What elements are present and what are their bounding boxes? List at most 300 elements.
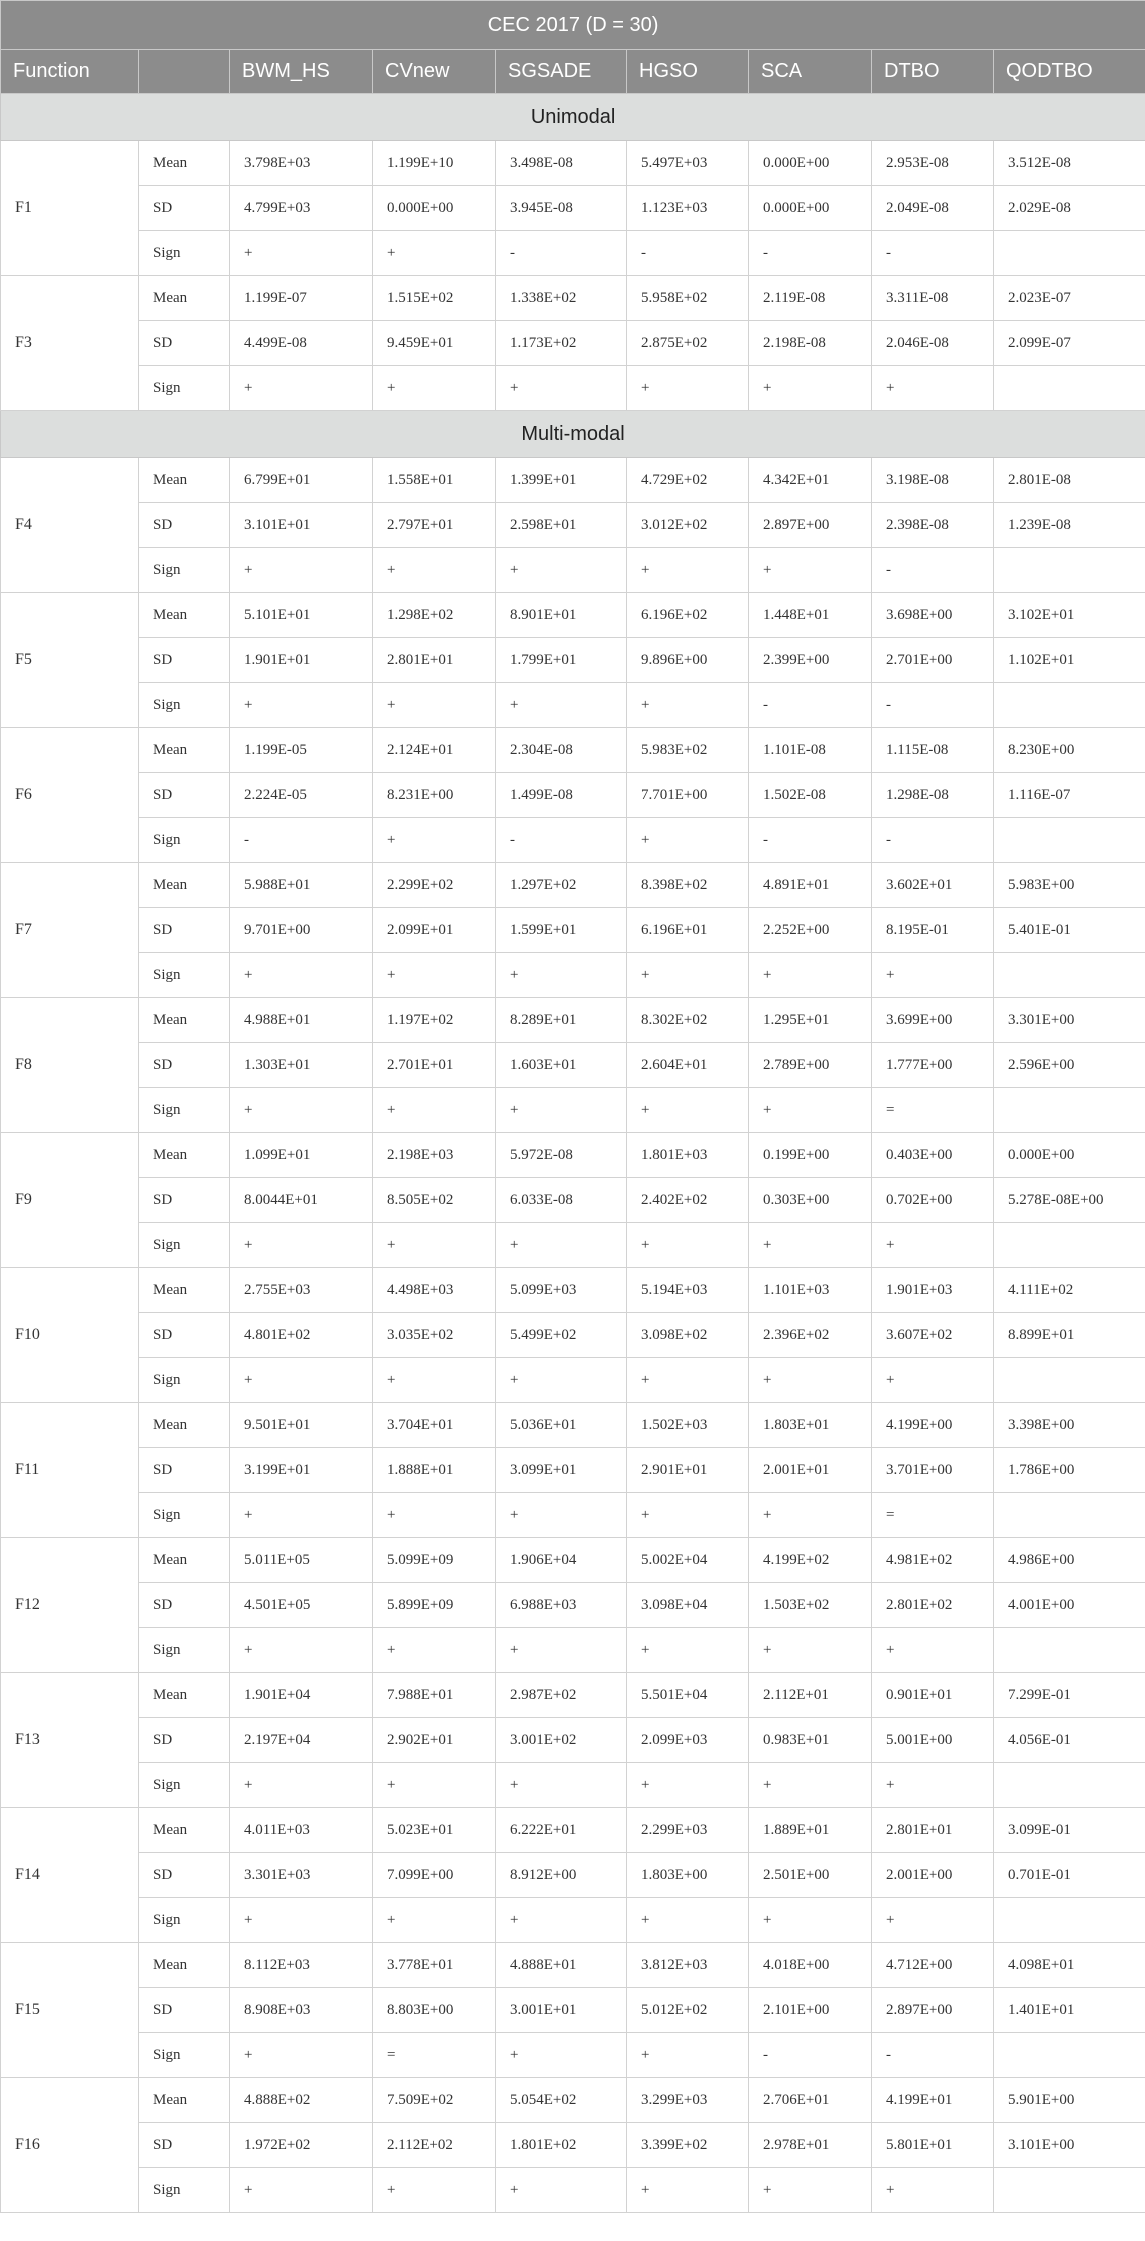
value-cell: 3.101E+00: [994, 2123, 1145, 2168]
statistic-label: Mean: [139, 863, 230, 908]
value-cell: +: [872, 1898, 994, 1943]
table-row: [1, 1043, 1145, 1088]
value-cell: 4.111E+02: [994, 1268, 1145, 1313]
value-cell: 3.099E+01: [496, 1448, 627, 1493]
value-cell: -: [872, 548, 994, 593]
value-cell: 5.099E+09: [373, 1538, 496, 1583]
value-cell: +: [749, 1223, 872, 1268]
value-cell: +: [749, 1898, 872, 1943]
value-cell: 3.012E+02: [627, 503, 749, 548]
value-cell: +: [373, 953, 496, 998]
header-sgsade: SGSADE: [496, 50, 627, 94]
value-cell: 2.049E-08: [872, 186, 994, 231]
value-cell: +: [373, 548, 496, 593]
value-cell: 4.801E+02: [230, 1313, 373, 1358]
table-row: [1, 638, 1145, 683]
value-cell: 4.199E+01: [872, 2078, 994, 2123]
value-cell: +: [749, 366, 872, 411]
header-function: Function: [1, 50, 139, 94]
value-cell: 2.402E+02: [627, 1178, 749, 1223]
value-cell: 1.803E+00: [627, 1853, 749, 1898]
value-cell: 5.002E+04: [627, 1538, 749, 1583]
value-cell: 8.195E-01: [872, 908, 994, 953]
value-cell: 3.698E+00: [872, 593, 994, 638]
value-cell: 2.897E+00: [872, 1988, 994, 2033]
value-cell: 5.036E+01: [496, 1403, 627, 1448]
value-cell: +: [496, 953, 627, 998]
function-name: F6: [1, 728, 139, 863]
value-cell: 9.501E+01: [230, 1403, 373, 1448]
value-cell: 3.301E+00: [994, 998, 1145, 1043]
value-cell: 1.199E+10: [373, 141, 496, 186]
value-cell: [994, 2168, 1145, 2213]
header-hgso: HGSO: [627, 50, 749, 94]
value-cell: 1.603E+01: [496, 1043, 627, 1088]
value-cell: +: [230, 683, 373, 728]
value-cell: [994, 683, 1145, 728]
value-cell: -: [496, 818, 627, 863]
value-cell: 1.801E+02: [496, 2123, 627, 2168]
value-cell: 4.499E-08: [230, 321, 373, 366]
table-title-row: [1, 1, 1145, 50]
value-cell: 4.712E+00: [872, 1943, 994, 1988]
table-row: [1, 953, 1145, 998]
value-cell: +: [230, 1763, 373, 1808]
value-cell: 2.304E-08: [496, 728, 627, 773]
value-cell: 1.297E+02: [496, 863, 627, 908]
value-cell: 0.701E-01: [994, 1853, 1145, 1898]
table-row: [1, 818, 1145, 863]
value-cell: +: [872, 366, 994, 411]
value-cell: 1.102E+01: [994, 638, 1145, 683]
value-cell: +: [496, 1223, 627, 1268]
value-cell: 1.906E+04: [496, 1538, 627, 1583]
value-cell: +: [230, 1628, 373, 1673]
function-name: F15: [1, 1943, 139, 2078]
value-cell: 2.023E-07: [994, 276, 1145, 321]
statistic-label: Sign: [139, 1628, 230, 1673]
value-cell: +: [627, 1358, 749, 1403]
value-cell: 6.222E+01: [496, 1808, 627, 1853]
value-cell: 2.978E+01: [749, 2123, 872, 2168]
value-cell: 7.509E+02: [373, 2078, 496, 2123]
value-cell: 2.198E-08: [749, 321, 872, 366]
value-cell: 8.505E+02: [373, 1178, 496, 1223]
statistic-label: Mean: [139, 141, 230, 186]
table-row: [1, 1943, 1145, 1988]
value-cell: 5.278E-08E+00: [994, 1178, 1145, 1223]
table-row: [1, 908, 1145, 953]
value-cell: 1.448E+01: [749, 593, 872, 638]
header-dtbo: DTBO: [872, 50, 994, 94]
value-cell: 5.011E+05: [230, 1538, 373, 1583]
value-cell: 3.299E+03: [627, 2078, 749, 2123]
value-cell: 3.099E-01: [994, 1808, 1145, 1853]
value-cell: 2.801E+02: [872, 1583, 994, 1628]
table-row: [1, 1718, 1145, 1763]
value-cell: 2.598E+01: [496, 503, 627, 548]
statistic-label: SD: [139, 1043, 230, 1088]
value-cell: 1.298E-08: [872, 773, 994, 818]
value-cell: 1.558E+01: [373, 458, 496, 503]
table-row: [1, 141, 1145, 186]
statistic-label: SD: [139, 1718, 230, 1763]
value-cell: 1.799E+01: [496, 638, 627, 683]
value-cell: 4.056E-01: [994, 1718, 1145, 1763]
value-cell: 1.101E+03: [749, 1268, 872, 1313]
statistic-label: Sign: [139, 366, 230, 411]
value-cell: 2.953E-08: [872, 141, 994, 186]
value-cell: 1.101E-08: [749, 728, 872, 773]
value-cell: 1.197E+02: [373, 998, 496, 1043]
table-row: [1, 1628, 1145, 1673]
value-cell: [994, 1628, 1145, 1673]
value-cell: +: [373, 1223, 496, 1268]
value-cell: -: [872, 683, 994, 728]
value-cell: 5.054E+02: [496, 2078, 627, 2123]
statistic-label: Mean: [139, 1403, 230, 1448]
header-bwm-hs: BWM_HS: [230, 50, 373, 94]
value-cell: 1.303E+01: [230, 1043, 373, 1088]
value-cell: 3.778E+01: [373, 1943, 496, 1988]
value-cell: 8.112E+03: [230, 1943, 373, 1988]
value-cell: 2.252E+00: [749, 908, 872, 953]
value-cell: [994, 818, 1145, 863]
header-sca: SCA: [749, 50, 872, 94]
value-cell: +: [373, 1088, 496, 1133]
value-cell: [994, 1358, 1145, 1403]
value-cell: 2.046E-08: [872, 321, 994, 366]
value-cell: 5.001E+00: [872, 1718, 994, 1763]
statistic-label: Sign: [139, 1223, 230, 1268]
value-cell: 2.987E+02: [496, 1673, 627, 1718]
function-name: F1: [1, 141, 139, 276]
value-cell: 3.512E-08: [994, 141, 1145, 186]
value-cell: +: [496, 2033, 627, 2078]
value-cell: 1.239E-08: [994, 503, 1145, 548]
statistic-label: Mean: [139, 1538, 230, 1583]
value-cell: 0.901E+01: [872, 1673, 994, 1718]
value-cell: 9.701E+00: [230, 908, 373, 953]
value-cell: +: [749, 1088, 872, 1133]
value-cell: +: [627, 2033, 749, 2078]
value-cell: 2.396E+02: [749, 1313, 872, 1358]
value-cell: 8.231E+00: [373, 773, 496, 818]
value-cell: 1.599E+01: [496, 908, 627, 953]
value-cell: +: [627, 2168, 749, 2213]
table-row: [1, 1403, 1145, 1448]
statistic-label: SD: [139, 321, 230, 366]
value-cell: +: [373, 1493, 496, 1538]
value-cell: [994, 366, 1145, 411]
value-cell: 3.701E+00: [872, 1448, 994, 1493]
value-cell: 3.945E-08: [496, 186, 627, 231]
section-row: [1, 411, 1145, 458]
value-cell: 1.401E+01: [994, 1988, 1145, 2033]
statistic-label: Sign: [139, 953, 230, 998]
value-cell: 2.755E+03: [230, 1268, 373, 1313]
value-cell: 2.112E+01: [749, 1673, 872, 1718]
value-cell: 2.198E+03: [373, 1133, 496, 1178]
value-cell: 4.342E+01: [749, 458, 872, 503]
value-cell: 1.502E+03: [627, 1403, 749, 1448]
value-cell: 2.801E+01: [373, 638, 496, 683]
value-cell: 1.803E+01: [749, 1403, 872, 1448]
value-cell: +: [627, 1628, 749, 1673]
value-cell: +: [627, 366, 749, 411]
value-cell: 0.403E+00: [872, 1133, 994, 1178]
value-cell: 5.023E+01: [373, 1808, 496, 1853]
value-cell: 7.701E+00: [627, 773, 749, 818]
value-cell: [994, 1088, 1145, 1133]
value-cell: 1.199E-05: [230, 728, 373, 773]
value-cell: 1.777E+00: [872, 1043, 994, 1088]
value-cell: 2.224E-05: [230, 773, 373, 818]
value-cell: 5.972E-08: [496, 1133, 627, 1178]
value-cell: +: [627, 548, 749, 593]
value-cell: -: [749, 231, 872, 276]
statistic-label: Mean: [139, 276, 230, 321]
value-cell: +: [627, 1763, 749, 1808]
table-row: [1, 728, 1145, 773]
statistic-label: Sign: [139, 683, 230, 728]
value-cell: 6.196E+02: [627, 593, 749, 638]
value-cell: 2.604E+01: [627, 1043, 749, 1088]
value-cell: 2.875E+02: [627, 321, 749, 366]
statistic-label: Mean: [139, 1268, 230, 1313]
value-cell: 2.701E+01: [373, 1043, 496, 1088]
value-cell: 0.702E+00: [872, 1178, 994, 1223]
statistic-label: Sign: [139, 1493, 230, 1538]
table-row: [1, 503, 1145, 548]
value-cell: 3.798E+03: [230, 141, 373, 186]
value-cell: 7.099E+00: [373, 1853, 496, 1898]
value-cell: -: [230, 818, 373, 863]
value-cell: 1.901E+01: [230, 638, 373, 683]
value-cell: +: [872, 1763, 994, 1808]
value-cell: +: [627, 1493, 749, 1538]
value-cell: +: [496, 1493, 627, 1538]
value-cell: +: [230, 953, 373, 998]
table-row: [1, 1538, 1145, 1583]
value-cell: 2.029E-08: [994, 186, 1145, 231]
table-row: [1, 1493, 1145, 1538]
value-cell: 7.988E+01: [373, 1673, 496, 1718]
value-cell: 5.988E+01: [230, 863, 373, 908]
value-cell: 1.338E+02: [496, 276, 627, 321]
value-cell: +: [230, 2033, 373, 2078]
value-cell: 5.501E+04: [627, 1673, 749, 1718]
value-cell: +: [496, 1088, 627, 1133]
value-cell: +: [627, 683, 749, 728]
value-cell: 2.706E+01: [749, 2078, 872, 2123]
value-cell: -: [749, 683, 872, 728]
value-cell: +: [872, 1223, 994, 1268]
table-body: [1, 94, 1145, 2213]
value-cell: -: [749, 2033, 872, 2078]
value-cell: +: [230, 366, 373, 411]
function-name: F3: [1, 276, 139, 411]
value-cell: =: [872, 1088, 994, 1133]
table-row: [1, 366, 1145, 411]
value-cell: 5.012E+02: [627, 1988, 749, 2033]
table-row: [1, 2123, 1145, 2168]
value-cell: 2.801E-08: [994, 458, 1145, 503]
table-row: [1, 1178, 1145, 1223]
value-cell: 4.888E+01: [496, 1943, 627, 1988]
value-cell: +: [373, 818, 496, 863]
value-cell: [994, 953, 1145, 998]
value-cell: 6.988E+03: [496, 1583, 627, 1628]
statistic-label: SD: [139, 773, 230, 818]
table-row: [1, 1763, 1145, 1808]
value-cell: 2.701E+00: [872, 638, 994, 683]
value-cell: 1.888E+01: [373, 1448, 496, 1493]
value-cell: [994, 231, 1145, 276]
statistic-label: Sign: [139, 2033, 230, 2078]
value-cell: 3.102E+01: [994, 593, 1145, 638]
table-row: [1, 1853, 1145, 1898]
value-cell: 0.000E+00: [373, 186, 496, 231]
value-cell: 5.801E+01: [872, 2123, 994, 2168]
value-cell: 1.889E+01: [749, 1808, 872, 1853]
table-row: [1, 458, 1145, 503]
value-cell: 2.001E+01: [749, 1448, 872, 1493]
value-cell: 6.799E+01: [230, 458, 373, 503]
value-cell: +: [749, 548, 872, 593]
value-cell: 8.901E+01: [496, 593, 627, 638]
value-cell: 1.173E+02: [496, 321, 627, 366]
value-cell: [994, 1223, 1145, 1268]
value-cell: 4.729E+02: [627, 458, 749, 503]
value-cell: 2.099E+03: [627, 1718, 749, 1763]
value-cell: 5.899E+09: [373, 1583, 496, 1628]
value-cell: 4.199E+00: [872, 1403, 994, 1448]
value-cell: 2.101E+00: [749, 1988, 872, 2033]
value-cell: 4.981E+02: [872, 1538, 994, 1583]
value-cell: 2.501E+00: [749, 1853, 872, 1898]
table-row: [1, 276, 1145, 321]
value-cell: 1.399E+01: [496, 458, 627, 503]
statistic-label: SD: [139, 503, 230, 548]
value-cell: [994, 2033, 1145, 2078]
value-cell: +: [373, 366, 496, 411]
value-cell: +: [373, 1763, 496, 1808]
table-row: [1, 683, 1145, 728]
value-cell: +: [230, 1088, 373, 1133]
statistic-label: Mean: [139, 998, 230, 1043]
statistic-label: Mean: [139, 1808, 230, 1853]
function-name: F4: [1, 458, 139, 593]
function-name: F10: [1, 1268, 139, 1403]
value-cell: 5.499E+02: [496, 1313, 627, 1358]
value-cell: 5.194E+03: [627, 1268, 749, 1313]
value-cell: +: [373, 683, 496, 728]
statistic-label: SD: [139, 908, 230, 953]
value-cell: 9.896E+00: [627, 638, 749, 683]
section-label: Unimodal: [1, 94, 1145, 141]
table-row: [1, 321, 1145, 366]
value-cell: 3.699E+00: [872, 998, 994, 1043]
value-cell: 4.888E+02: [230, 2078, 373, 2123]
table-row: [1, 1808, 1145, 1853]
value-cell: 5.983E+02: [627, 728, 749, 773]
value-cell: +: [749, 1628, 872, 1673]
value-cell: 3.198E-08: [872, 458, 994, 503]
statistic-label: Sign: [139, 231, 230, 276]
table-header-row: [1, 50, 1145, 94]
value-cell: +: [373, 1898, 496, 1943]
value-cell: +: [496, 1358, 627, 1403]
value-cell: 8.230E+00: [994, 728, 1145, 773]
header-statistic: [139, 50, 230, 94]
statistic-label: Sign: [139, 2168, 230, 2213]
table-row: [1, 1448, 1145, 1493]
value-cell: 3.098E+02: [627, 1313, 749, 1358]
value-cell: 2.112E+02: [373, 2123, 496, 2168]
value-cell: 3.498E-08: [496, 141, 627, 186]
value-cell: 8.899E+01: [994, 1313, 1145, 1358]
value-cell: =: [373, 2033, 496, 2078]
value-cell: +: [627, 953, 749, 998]
value-cell: 3.199E+01: [230, 1448, 373, 1493]
table-row: [1, 1988, 1145, 2033]
value-cell: 1.115E-08: [872, 728, 994, 773]
value-cell: +: [749, 2168, 872, 2213]
statistic-label: Mean: [139, 2078, 230, 2123]
value-cell: 1.502E-08: [749, 773, 872, 818]
value-cell: 1.199E-07: [230, 276, 373, 321]
value-cell: 1.123E+03: [627, 186, 749, 231]
value-cell: 2.299E+02: [373, 863, 496, 908]
value-cell: 8.0044E+01: [230, 1178, 373, 1223]
statistic-label: Sign: [139, 1088, 230, 1133]
value-cell: 3.035E+02: [373, 1313, 496, 1358]
value-cell: +: [872, 953, 994, 998]
value-cell: 3.001E+02: [496, 1718, 627, 1763]
value-cell: 6.033E-08: [496, 1178, 627, 1223]
value-cell: +: [496, 548, 627, 593]
value-cell: 2.596E+00: [994, 1043, 1145, 1088]
value-cell: 0.199E+00: [749, 1133, 872, 1178]
statistic-label: SD: [139, 1583, 230, 1628]
value-cell: +: [627, 1898, 749, 1943]
function-name: F7: [1, 863, 139, 998]
value-cell: +: [872, 1358, 994, 1403]
value-cell: 1.972E+02: [230, 2123, 373, 2168]
value-cell: 5.099E+03: [496, 1268, 627, 1313]
value-cell: 8.908E+03: [230, 1988, 373, 2033]
function-name: F8: [1, 998, 139, 1133]
value-cell: 3.607E+02: [872, 1313, 994, 1358]
value-cell: 0.000E+00: [749, 141, 872, 186]
statistic-label: SD: [139, 1178, 230, 1223]
value-cell: +: [749, 953, 872, 998]
value-cell: 4.498E+03: [373, 1268, 496, 1313]
value-cell: 5.901E+00: [994, 2078, 1145, 2123]
value-cell: +: [496, 366, 627, 411]
value-cell: 8.912E+00: [496, 1853, 627, 1898]
value-cell: 1.298E+02: [373, 593, 496, 638]
header-cvnew: CVnew: [373, 50, 496, 94]
value-cell: 5.101E+01: [230, 593, 373, 638]
value-cell: -: [496, 231, 627, 276]
value-cell: 2.797E+01: [373, 503, 496, 548]
value-cell: 2.398E-08: [872, 503, 994, 548]
value-cell: 2.789E+00: [749, 1043, 872, 1088]
table-row: [1, 1313, 1145, 1358]
value-cell: 7.299E-01: [994, 1673, 1145, 1718]
